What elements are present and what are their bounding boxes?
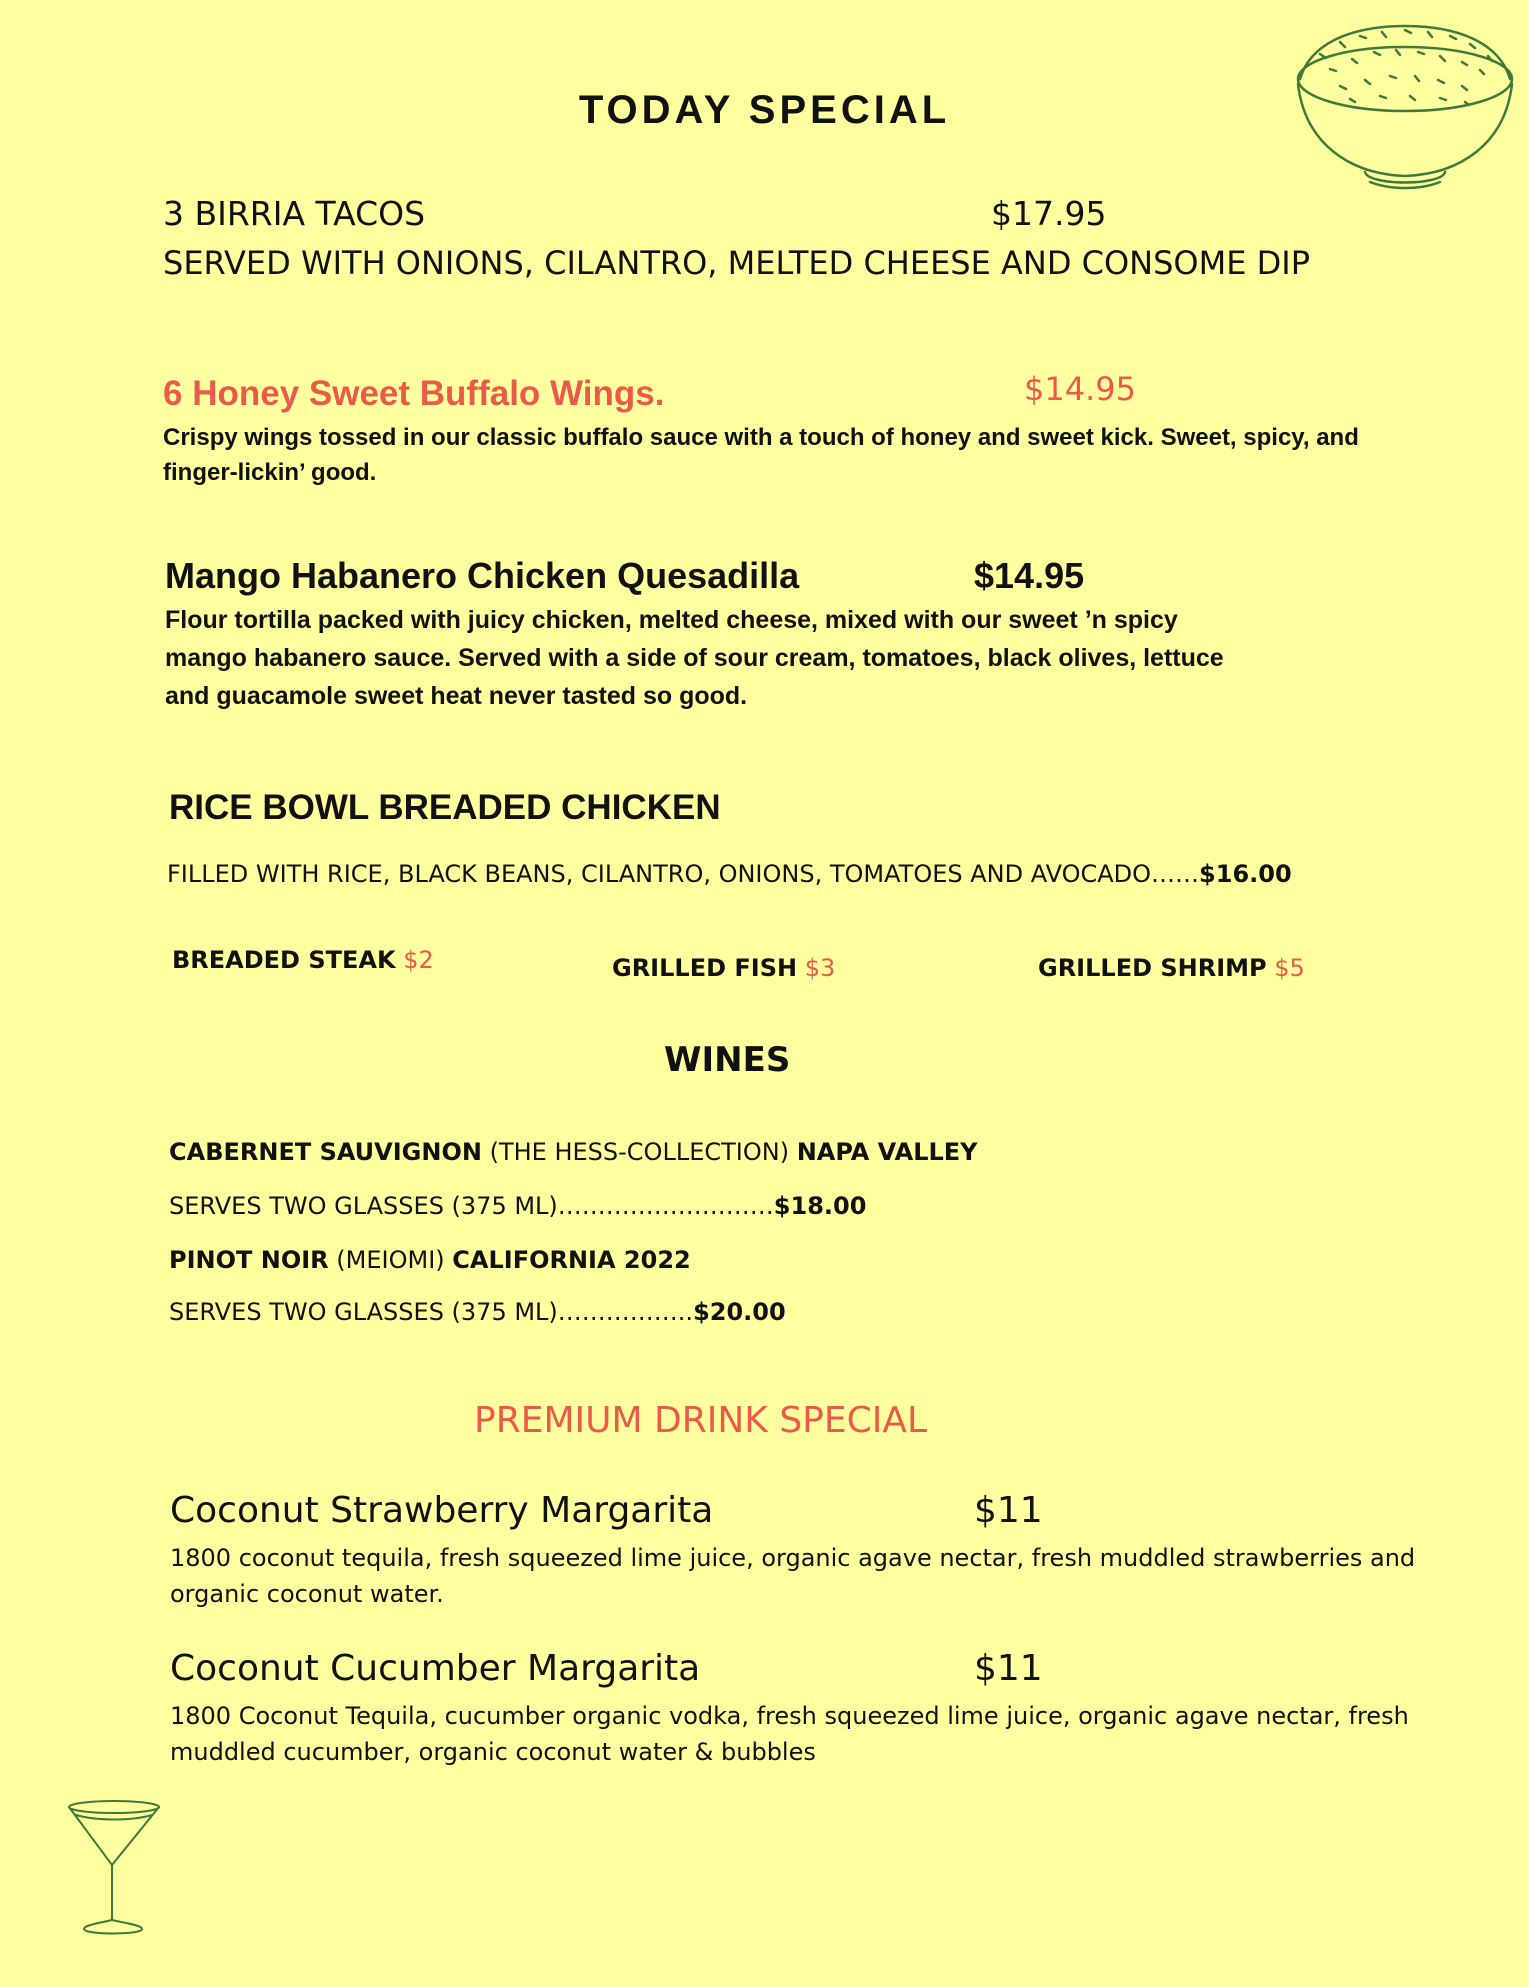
wings-price: $14.95 [1024,370,1136,408]
rice-bowl-description [167,860,1292,888]
rice-bowl-name: RICE BOWL BREADED CHICKEN [169,788,721,827]
quesadilla-name: Mango Habanero Chicken Quesadilla [165,555,800,596]
quesadilla-price: $14.95 [974,555,1085,596]
tacos-description: SERVED WITH ONIONS, CILANTRO, MELTED CHEESE AND CONSOME DIP [163,244,1310,282]
wine-region: CALIFORNIA 2022 [452,1246,691,1274]
tacos-price: $17.95 [991,194,1107,233]
drink-cucumber-description: 1800 Coconut Tequila, cucumber organic vodka, fresh squeezed lime juice, organic agave nectar, fresh muddled cucumber, organic coconut water & bubbles [170,1702,1409,1766]
rice-bowl-price: $16.00 [1199,860,1292,888]
addon-breaded-steak [172,946,434,974]
addon-price: $5 [1274,954,1305,982]
wine-pinot-title [169,1246,691,1274]
wings-name: 6 Honey Sweet Buffalo Wings. [163,374,665,413]
wine-name: PINOT NOIR [169,1246,329,1274]
wine-price: $20.00 [693,1298,786,1326]
wine-cabernet-serving [169,1192,866,1220]
rice-bowl-desc-text: FILLED WITH RICE, BLACK BEANS, CILANTRO, ONIONS, TOMATOES AND AVOCADO…… [167,860,1200,888]
wine-name: CABERNET SAUVIGNON [169,1138,482,1166]
quesadilla-desc-line-2: mango habanero sauce. Served with a side of sour cream, tomatoes, black olives, lettuce [165,644,1224,672]
addon-grilled-fish [612,954,835,982]
wings-description: Crispy wings tossed in our classic buffalo sauce with a touch of honey and sweet kick. Sweet, spicy, and finger-lickin’ good. [163,424,1359,486]
quesadilla-desc-line-1: Flour tortilla packed with juicy chicken, melted cheese, mixed with our sweet ’n spicy [165,606,1178,634]
addon-price: $3 [804,954,836,982]
drinks-heading: PREMIUM DRINK SPECIAL [474,1400,928,1441]
wine-producer: (MEIOMI) [336,1246,445,1274]
addon-name: GRILLED FISH [612,954,798,982]
drink-strawberry-name: Coconut Strawberry Margarita [170,1490,714,1531]
addon-price: $2 [403,946,434,974]
wine-serves: SERVES TWO GLASSES (375 ML)…………….. [169,1298,694,1326]
wine-producer: (THE HESS-COLLECTION) [489,1138,790,1166]
quesadilla-desc-line-3: and guacamole sweet heat never tasted so good. [165,682,748,710]
drink-cucumber-name: Coconut Cucumber Margarita [170,1648,701,1689]
drink-cucumber-price: $11 [974,1648,1043,1689]
drink-strawberry-price: $11 [974,1490,1043,1531]
addon-name: GRILLED SHRIMP [1038,954,1267,982]
martini-glass-icon [62,1795,167,1940]
wines-heading: WINES [664,1040,791,1080]
addon-name: BREADED STEAK [172,946,396,974]
wine-price: $18.00 [773,1192,867,1220]
wine-serves: SERVES TWO GLASSES (375 ML)……………………… [169,1192,774,1220]
page-title: TODAY SPECIAL [578,88,951,132]
wine-region: NAPA VALLEY [796,1138,978,1166]
wine-cabernet-title [169,1138,978,1166]
addon-grilled-shrimp [1038,954,1305,982]
wine-pinot-serving [169,1298,786,1326]
drink-strawberry-description: 1800 coconut tequila, fresh squeezed lime juice, organic agave nectar, fresh muddled strawberries and organic coconut water. [170,1544,1416,1608]
tacos-name: 3 BIRRIA TACOS [163,194,426,233]
